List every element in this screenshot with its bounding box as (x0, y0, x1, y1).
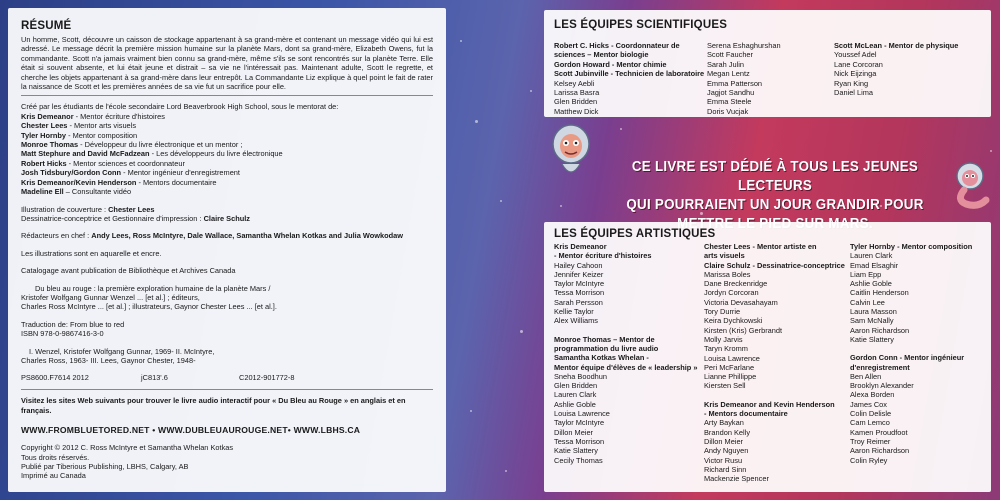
team-member: Colin Ryley (850, 455, 888, 465)
team-member: Molly Jarvis (704, 334, 743, 344)
scientific-column-3 (834, 41, 958, 97)
team-mentor-line: Monroe Thomas – Mentor de (554, 334, 655, 344)
catalog-line: Kristofer Wolfgang Gunnar Wenzel ... [et al.] ; éditeurs, (21, 292, 200, 302)
mentor-entry (21, 149, 433, 158)
team-member: Lauren Clark (850, 251, 893, 261)
editors-label: Rédacteurs en chef : (21, 231, 92, 241)
team-member: Peri McFarlane (704, 362, 755, 372)
team-member: Ashlie Goble (554, 399, 596, 409)
mentor-name: Matt Stephure and David McFadzean (21, 149, 150, 159)
artistic-column-2 (704, 242, 845, 483)
mentor-role: - Mentor sciences et coordonnateur (66, 158, 185, 168)
team-member: Alexa Borden (850, 390, 895, 400)
team-member: Lane Corcoran (834, 59, 883, 69)
editors-names: Andy Lees, Ross McIntyre, Dale Wallace, Samantha Whelan Kotkas and Julia Wowkodaw (91, 231, 403, 241)
team-member: Kirsten (Kris) Gerbrandt (704, 325, 783, 335)
team-mentor-line: arts visuels (704, 251, 745, 261)
mentor-entry (21, 187, 433, 196)
website-links[interactable]: WWW.FROMBLUETORED.NET • WWW.DUBLEUAUROUGE.NET• WWW.LBHS.CA (21, 425, 361, 436)
team-member: Victor Rusu (704, 455, 743, 465)
team-member: Sam McNally (850, 316, 894, 326)
mentor-entry (21, 140, 433, 149)
team-mentor-line: sciences – Mentor biologie (554, 50, 649, 60)
team-member: Dillon Meier (554, 427, 594, 437)
team-member: Taylor McIntyre (554, 418, 605, 428)
team-member: Louisa Lawrence (554, 409, 610, 419)
team-member: Alex Williams (554, 316, 598, 326)
team-member (704, 391, 845, 400)
team-member: Kiersten Sell (704, 381, 746, 391)
team-member: Emma Patterson (707, 78, 763, 88)
artistic-teams-panel (544, 222, 991, 492)
team-mentor-line: d'enregistrement (850, 362, 910, 372)
resume-text: Un homme, Scott, découvre un caisson de stockage appartenant à sa grand-mère et contenant un message vidéo qui lui est adressé. Le message décrit la première mission humaine sur la planète Mars, dont sa grand-mère, Elizabeth Owens, fut la commandante. Scott n'a jamais vraiment bien connu sa grand-mère, même s'ils se sont rencontrés sur la planète Terre. Elle était si souvent absente, et lui était jeune et distrait – sa vie ne l'intéressait pas. Maintenant adulte, Scott le regrette, et cherche les objets appartenant à sa grand-mère dans leur entrepôt. La Commandante Liz explique à quel point le fait de rater la naissance de Scott et les premières années de sa vie fut un sacrifice pour elle. (21, 35, 433, 92)
mentor-name: Kris Demeanor/Kevin Henderson (21, 177, 137, 187)
subjects-line: I. Wenzel, Kristofer Wolfgang Gunnar, 1969- II. McIntyre, (29, 346, 215, 356)
team-member: Richard Sinn (704, 464, 747, 474)
team-member: Colin Delisle (850, 409, 892, 419)
divider (21, 389, 433, 390)
team-member: James Cox (850, 399, 887, 409)
team-member: Cam Lemco (850, 418, 890, 428)
artistic-column-1 (554, 242, 697, 465)
team-member: Sarah Julin (707, 59, 744, 69)
mentor-role: - Les développeurs du livre électronique (149, 149, 283, 159)
created-by: Créé par les étudiants de l'école secondaire Lord Beaverbrook High School, sous le mentorat de: (21, 102, 339, 112)
mentor-entry (21, 178, 433, 187)
classification: C2012-901772-8 (239, 373, 295, 383)
team-member: Caitlin Henderson (850, 288, 909, 298)
dedication-line: QUI POURRAIENT UN JOUR GRANDIR POUR (626, 197, 924, 213)
team-member: Tessa Morrison (554, 288, 605, 298)
team-member: Dane Breckenridge (704, 279, 768, 289)
team-member: Troy Reimer (850, 436, 891, 446)
team-mentor-line: Gordon Howard - Mentor chimie (554, 59, 667, 69)
team-member: Serena Eshaghurshan (707, 41, 781, 50)
team-member: Taylor McIntyre (554, 279, 605, 289)
team-mentor-line: Mentor équipe d'élèves de « leadership » (554, 362, 698, 372)
mentor-entry (21, 159, 433, 168)
mentor-name: Robert Hicks (21, 158, 67, 168)
team-member: Andy Nguyen (704, 446, 749, 456)
team-member: Victoria Devasahayam (704, 297, 778, 307)
scientific-teams-panel (544, 10, 991, 117)
team-member: Calvin Lee (850, 297, 885, 307)
mentor-name: Josh Tidsbury/Gordon Conn (21, 168, 122, 178)
team-member: Sarah Persson (554, 297, 603, 307)
mentor-entry (21, 121, 433, 130)
copyright-line: Tous droits réservés. (21, 452, 90, 462)
team-member: Liam Epp (850, 269, 882, 279)
team-member: Arty Baykan (704, 418, 744, 428)
team-member: Doris Vucjak (707, 106, 749, 116)
team-mentor-line: Kris Demeanor and Kevin Henderson (704, 399, 835, 409)
astronaut-character-icon (548, 122, 594, 180)
team-member: Sneha Boodhun (554, 371, 608, 381)
mentor-entry (21, 131, 433, 140)
scientific-column-2 (707, 41, 781, 116)
team-mentor-line: Kris Demeanor (554, 242, 607, 251)
catalog-title: Catalogage avant publication de Bibliothèque et Archives Canada (21, 266, 236, 276)
team-member: Nick Eijzinga (834, 69, 877, 79)
team-member: Megan Lentz (707, 69, 750, 79)
team-member: Scott Faucher (707, 50, 754, 60)
team-member: Lianne Phillippe (704, 372, 757, 382)
team-member: Aaron Richardson (850, 325, 910, 335)
artistic-column-3 (850, 242, 972, 465)
team-member: Hailey Cahoon (554, 260, 603, 270)
team-mentor-line: Scott Jubinville - Technicien de laboratoire (554, 69, 705, 79)
mentor-role: - Développeur du livre électronique et un mentor ; (78, 140, 243, 150)
visit-text: Visitez les sites Web suivants pour trouver le livre audio interactif pour « Du Bleu au Rouge » en anglais et en français. (21, 396, 406, 415)
team-member: Jagjot Sandhu (707, 88, 755, 98)
team-mentor-line: - Mentor écriture d'histoires (554, 251, 652, 261)
team-member: Marissa Boles (704, 269, 751, 279)
team-member: Katie Slattery (850, 334, 894, 344)
team-mentor-line: Chester Lees - Mentor artiste en (704, 242, 817, 251)
mentor-role: - Mentor ingénieur d'enregistrement (121, 168, 240, 178)
dedication-line: CE LIVRE EST DÉDIÉ À TOUS LES JEUNES LECTEURS (631, 159, 919, 194)
team-member: Kelsey Aebli (554, 78, 595, 88)
team-member (554, 326, 697, 335)
team-member: Ben Allen (850, 371, 882, 381)
team-mentor-line: Scott McLean - Mentor de physique (834, 41, 959, 50)
team-member: Dillon Meier (704, 436, 744, 446)
artistic-title: LES ÉQUIPES ARTISTIQUES (554, 228, 716, 240)
team-member: Aaron Richardson (850, 446, 910, 456)
resume-title: RÉSUMÉ (21, 20, 72, 32)
team-member: Keira Dychkowski (704, 316, 763, 326)
team-member: Lauren Clark (554, 390, 597, 400)
classification: PS8600.F7614 2012 (21, 373, 89, 383)
mentor-name: Chester Lees (21, 121, 68, 131)
team-mentor-line: Gordon Conn - Mentor ingénieur (850, 353, 965, 363)
team-member: Kellie Taylor (554, 307, 594, 317)
team-member: Kamen Proudfoot (850, 427, 908, 437)
team-mentor-line: - Mentors documentaire (704, 409, 788, 419)
team-member: Brandon Kelly (704, 427, 751, 437)
team-member: Ashlie Goble (850, 279, 892, 289)
team-member: Brooklyn Alexander (850, 381, 914, 391)
scientific-title: LES ÉQUIPES SCIENTIFIQUES (554, 19, 728, 31)
team-member: Jordyn Corcoran (704, 288, 759, 298)
team-member: Emma Steele (707, 97, 752, 107)
mentor-name: Tyler Hornby (21, 130, 67, 140)
team-member: Cecily Thomas (554, 455, 603, 465)
team-member: Youssef Adel (834, 50, 877, 60)
designer-name: Claire Schulz (203, 213, 250, 223)
team-member: Taryn Kromm (704, 344, 748, 354)
mentor-name: Madeline Ell (21, 187, 64, 197)
catalog-line: Du bleu au rouge : la première exploration humaine de la planète Mars / (35, 283, 271, 293)
team-member: Matthew Dick (554, 106, 599, 116)
team-mentor-line: Robert C. Hicks - Coordonnateur de (554, 41, 680, 50)
cover-label: Illustration de couverture : (21, 204, 109, 214)
team-member: Emad Elsaghir (850, 260, 899, 270)
isbn: ISBN 978-0-9867416-3-0 (21, 329, 104, 339)
mentor-role: - Mentor écriture d'histoires (73, 111, 165, 121)
illustrations-note: Les illustrations sont en aquarelle et encre. (21, 248, 162, 258)
credits-panel (8, 8, 446, 492)
mentor-role: - Mentor composition (66, 130, 138, 140)
cover-name: Chester Lees (108, 204, 155, 214)
team-member: Louisa Lawrence (704, 353, 760, 363)
mentor-name: Kris Demeanor (21, 111, 74, 121)
team-mentor-line: Tyler Hornby - Mentor composition (850, 242, 973, 251)
copyright-line: Publié par Tiberious Publishing, LBHS, Calgary, AB (21, 462, 189, 471)
scientific-column-1 (554, 41, 704, 116)
mentor-role: - Mentors documentaire (136, 177, 217, 187)
classification: jC813'.6 (141, 373, 168, 383)
team-member (850, 344, 972, 353)
team-member: Daniel Lima (834, 88, 874, 98)
mentor-role: – Consultante vidéo (63, 187, 132, 197)
worm-astronaut-icon (946, 160, 992, 212)
team-member: Tory Durrie (704, 307, 741, 317)
divider (21, 95, 433, 96)
team-member: Tessa Morrison (554, 436, 605, 446)
mentor-list (21, 112, 433, 197)
team-member: Jennifer Keizer (554, 269, 604, 279)
mentor-role: - Mentor arts visuels (67, 121, 137, 131)
mentor-entry (21, 168, 433, 177)
catalog-line: Charles Ross McIntyre ... [et al.] ; illustrateurs, Gaynor Chester Lees ... [et al.]. (21, 302, 277, 312)
mentor-name: Monroe Thomas (21, 140, 79, 150)
translation-note: Traduction de: From blue to red (21, 319, 125, 329)
copyright-line: Copyright © 2012 C. Ross McIntyre et Samantha Whelan Kotkas (21, 443, 234, 453)
team-member: Katie Slattery (554, 446, 598, 456)
team-member: Ryan King (834, 78, 869, 88)
mentor-entry (21, 112, 433, 121)
designer-label: Dessinatrice-conceptrice et Gestionnaire d'impression : (21, 213, 204, 223)
team-member: Laura Masson (850, 307, 897, 317)
copyright-line: Imprimé au Canada (21, 471, 86, 481)
team-member: Larissa Basra (554, 88, 600, 98)
team-member: Glen Bridden (554, 97, 598, 107)
subjects-line: Charles Ross, 1963- III. Lees, Gaynor Chester, 1948- (21, 355, 196, 365)
team-member: Glen Bridden (554, 381, 598, 391)
team-mentor-line: programmation du livre audio (554, 343, 659, 353)
team-mentor-line: Samantha Kotkas Whelan - (554, 353, 649, 363)
team-mentor-line: Claire Schulz - Dessinatrice-conceptrice (704, 260, 845, 270)
team-member: Mackenzie Spencer (704, 474, 769, 484)
